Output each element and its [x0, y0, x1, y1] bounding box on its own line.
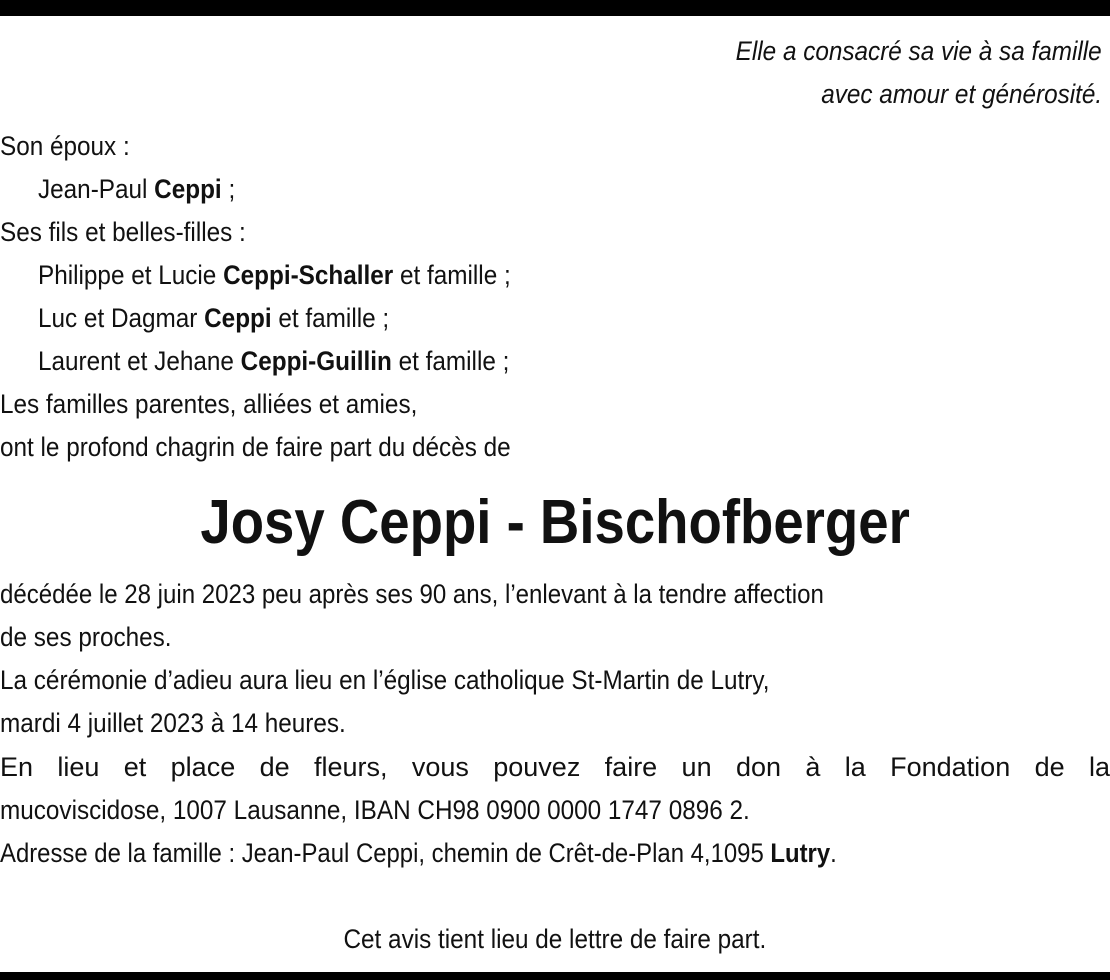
epigraph-line-1: Elle a consacré sa vie à sa famille: [735, 36, 1102, 66]
body-line-4: mardi 4 juillet 2023 à 14 heures.: [0, 708, 346, 738]
son3-surname: Ceppi-Guillin: [240, 346, 392, 376]
deceased-name-text: Josy Ceppi - Bischofberger: [200, 488, 910, 557]
spouse-line-end: ;: [221, 174, 236, 204]
relatives-line: Les familles parentes, alliées et amies,: [0, 389, 418, 419]
body-line-6: mucoviscidose, 1007 Lausanne, IBAN CH98 0900 0000 1747 0896 2.: [0, 795, 750, 825]
son-line-3: [38, 340, 509, 383]
son2-line-end: et famille ;: [271, 303, 390, 333]
son1-first-names: Philippe et Lucie: [38, 260, 224, 290]
son3-line-end: et famille ;: [391, 346, 510, 376]
closing-line: [0, 918, 1110, 961]
spouse-line: [38, 168, 235, 211]
address-end: .: [830, 838, 837, 868]
spouse-heading: Son époux :: [0, 131, 130, 161]
son2-surname: Ceppi: [204, 303, 272, 333]
body-line-5-text: En lieu et place de fleurs, vous pouvez faire un don à la Fondation de la: [0, 752, 1110, 782]
spouse-first-name: Jean-Paul: [38, 174, 155, 204]
body-line-5: [0, 746, 1110, 789]
son-line-2: [38, 297, 389, 340]
body-line-7: [0, 832, 837, 875]
address-text: Adresse de la famille : Jean-Paul Ceppi, chemin de Crêt-de-Plan 4,1095: [0, 838, 771, 868]
son3-first-names: Laurent et Jehane: [38, 346, 241, 376]
body-line-1: décédée le 28 juin 2023 peu après ses 90 ans, l’enlevant à la tendre affection: [0, 579, 824, 609]
top-border-rule: [0, 0, 1110, 16]
spouse-surname: Ceppi: [154, 174, 222, 204]
son1-line-end: et famille ;: [393, 260, 511, 290]
announcement-line: ont le profond chagrin de faire part du décès de: [0, 432, 511, 462]
body-line-3: La cérémonie d’adieu aura lieu en l’église catholique St-Martin de Lutry,: [0, 665, 770, 695]
bottom-border-rule: [0, 972, 1110, 980]
epigraph-line-2: avec amour et générosité.: [821, 79, 1102, 109]
address-town: Lutry: [770, 838, 831, 868]
son1-surname: Ceppi-Schaller: [223, 260, 394, 290]
sons-heading: Ses fils et belles-filles :: [0, 217, 246, 247]
son-line-1: [38, 254, 511, 297]
body-line-2: de ses proches.: [0, 622, 172, 652]
closing-text: Cet avis tient lieu de lettre de faire part.: [343, 924, 767, 954]
deceased-name: [0, 488, 1110, 558]
son2-first-names: Luc et Dagmar: [38, 303, 205, 333]
